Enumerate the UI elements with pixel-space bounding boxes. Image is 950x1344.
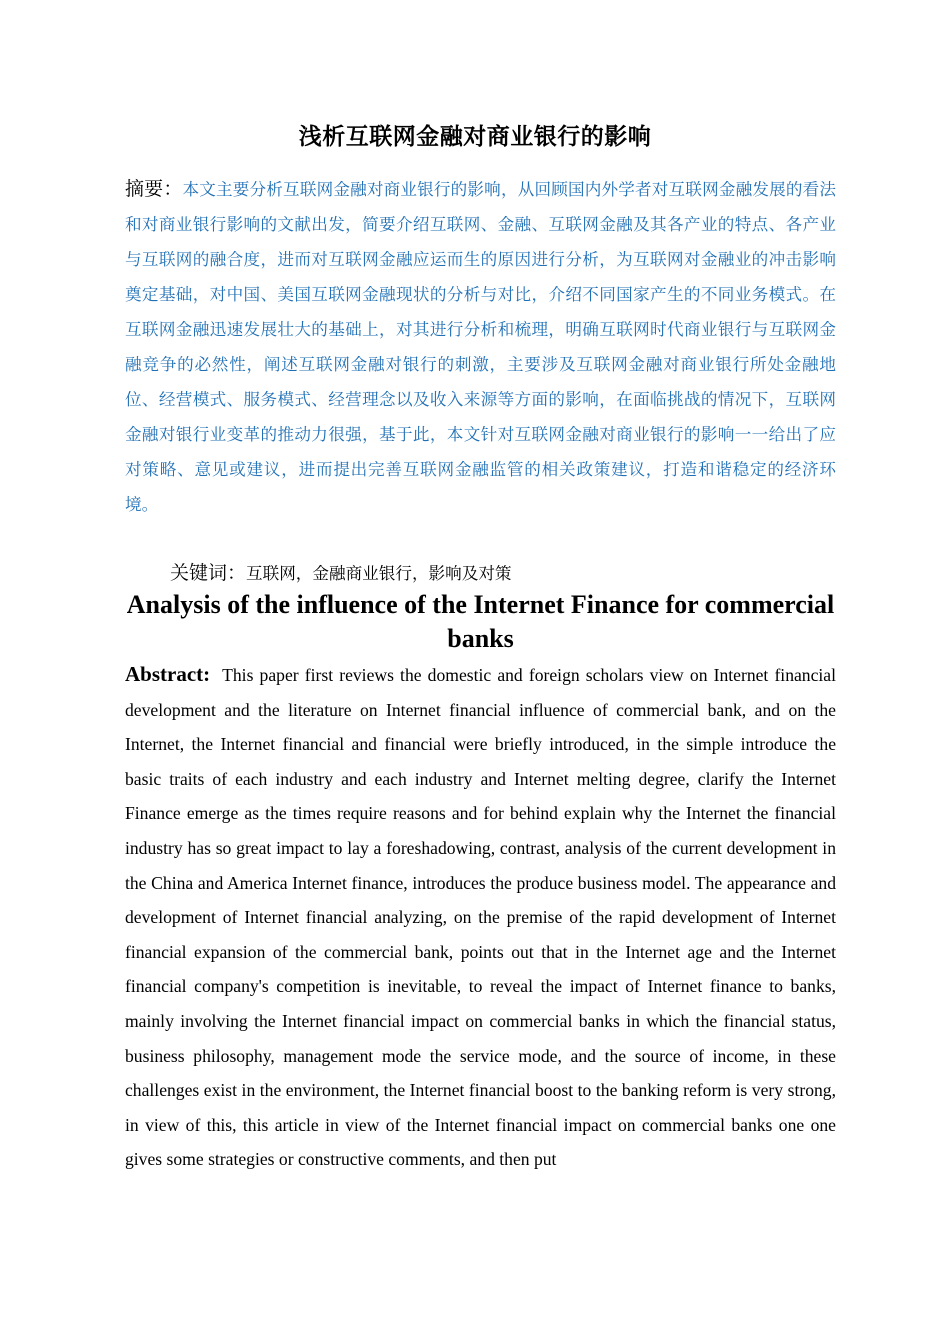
chinese-abstract-label: 摘要： xyxy=(125,178,183,200)
chinese-abstract xyxy=(125,172,836,522)
english-abstract xyxy=(125,657,836,1177)
chinese-keywords-label: 关键词： xyxy=(170,562,247,584)
chinese-keywords xyxy=(170,557,512,590)
chinese-keywords-text: 互联网，金融商业银行，影响及对策 xyxy=(246,564,512,583)
chinese-title: 浅析互联网金融对商业银行的影响 xyxy=(298,124,652,150)
english-abstract-label: Abstract: xyxy=(125,662,211,686)
chinese-abstract-text: 本文主要分析互联网金融对商业银行的影响，从回顾国内外学者对互联网金融发展的看法和对商业银行影响的文献出发，简要介绍互联网、金融、互联网金融及其各产业的特点、各产业与互联网的融合度，进而对互联网金融应运而生的原因进行分析，为互联网对金融业的冲击影响奠定基础，对中国、美国互联网金融现状的分析与对比，介绍不同国家产生的不同业务模式。在互联网金融迅速发展壮大的基础上，对其进行分析和梳理，明确互联网时代商业银行与互联网金融竞争的必然性，阐述互联网金融对银行的刺激，主要涉及互联网金融对商业银行所处金融地位、经营模式、服务模式、经营理念以及收入来源等方面的影响，在面临挑战的情况下，互联网金融对银行业变革的推动力很强，基于此，本文针对互联网金融对商业银行的影响一一给出了应对策略、意见或建议，进而提出完善互联网金融监管的相关政策建议，打造和谐稳定的经济环境。 xyxy=(125,180,836,514)
english-title: Analysis of the influence of the Internet Finance for commercial banks xyxy=(126,590,835,653)
english-abstract-text: This paper first reviews the domestic and foreign scholars view on Internet financial development and the literature on Internet financial influence of commercial bank, and on the Internet, the Internet financial and financial were briefly introduced, in the simple introduce the basic traits of each industry and each industry and Internet melting degree, clarify the Internet Finance emerge as the times require reasons and for behind explain why the Internet the financial industry has so great impact to lay a foreshadowing, contrast, analysis of the current development in the China and America Internet finance, introduces the produce business model. The appearance and development of Internet financial analyzing, on the premise of the rapid development of Internet financial expansion of the commercial bank, points out that in the Internet age and the Internet financial company's competition is inevitable, to reveal the impact of Internet finance to banks, mainly involving the Internet financial impact on commercial banks in which the financial status, business philosophy, management mode the service mode, and the source of income, in these challenges exist in the environment, the Internet financial boost to the banking reform is very strong, in view of this, this article in view of the Internet financial impact on commercial banks one one gives some strategies or constructive comments, and then put xyxy=(125,665,836,1170)
